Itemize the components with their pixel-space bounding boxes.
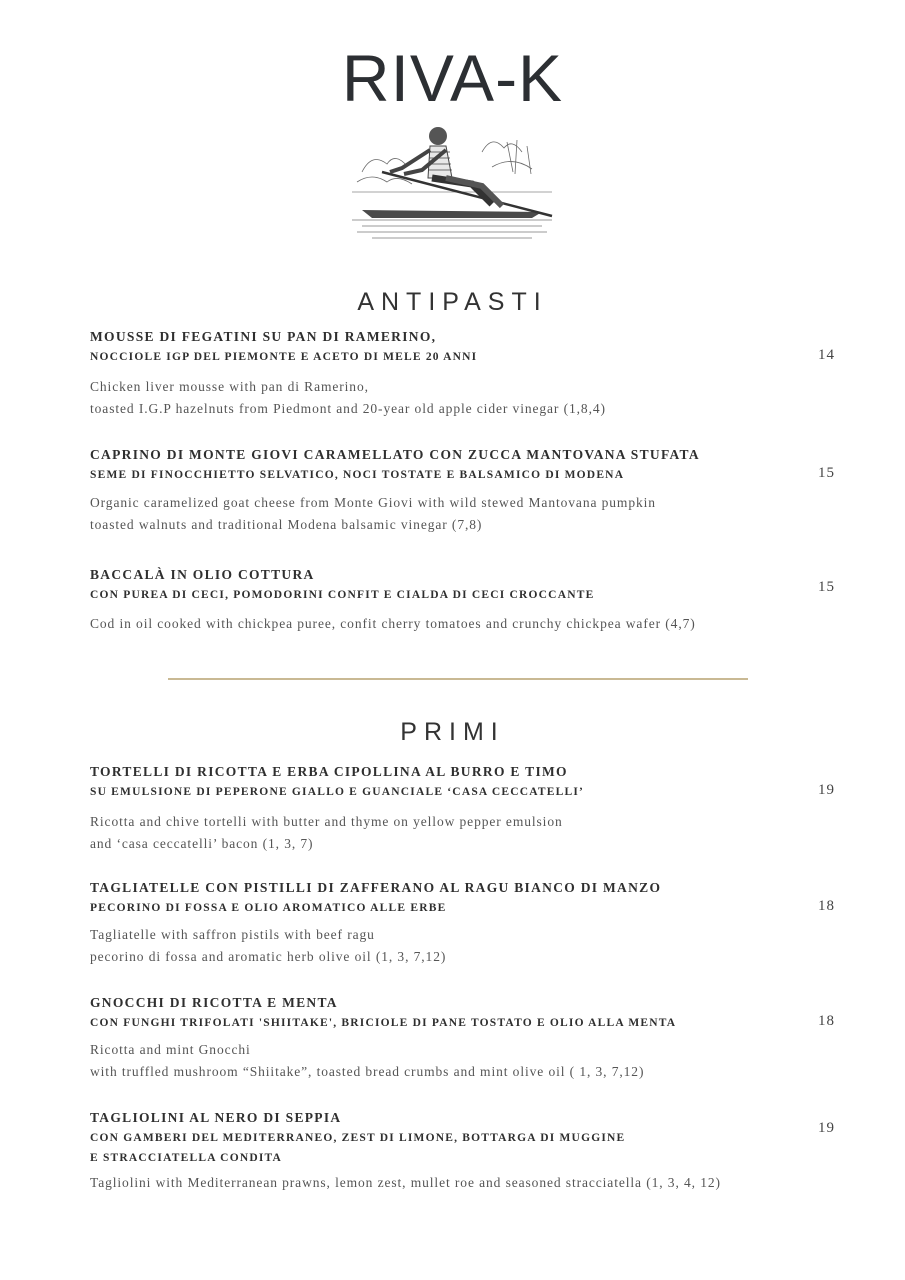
restaurant-logo: RIVA-K [341,41,564,115]
dish-description: Tagliolini with Mediterranean prawns, lemon zest, mullet roe and seasoned stracciatella (1, 3, 4, 12) [90,1175,721,1190]
dish-subtitle: PECORINO DI FOSSA E OLIO AROMATICO ALLE ERBE [90,902,447,914]
dish-subtitle: CON GAMBERI DEL MEDITERRANEO, ZEST DI LIMONE, BOTTARGA DI MUGGINE [90,1132,626,1144]
dish-description: Cod in oil cooked with chickpea puree, confit cherry tomatoes and crunchy chickpea wafer (4,7) [90,616,696,631]
menu-item [90,565,835,635]
dish-title: TAGLIOLINI AL NERO DI SEPPIA [90,1110,342,1125]
dish-price: 19 [818,782,835,798]
menu-item [90,993,835,1083]
dish-subtitle: NOCCIOLE IGP DEL PIEMONTE E ACETO DI MELE 20 ANNI [90,351,478,363]
menu-item [90,1108,835,1194]
menu-item [90,445,835,536]
section-title-primi: PRIMI [400,718,505,746]
dish-description: with truffled mushroom “Shiitake”, toasted bread crumbs and mint olive oil ( 1, 3, 7,12) [90,1064,645,1079]
dish-price: 18 [818,1013,835,1029]
section-divider [168,678,748,680]
dish-subtitle: SEME DI FINOCCHIETTO SELVATICO, NOCI TOSTATE E BALSAMICO DI MODENA [90,469,625,481]
dish-subtitle: E STRACCIATELLA CONDITA [90,1152,283,1164]
dish-description: pecorino di fossa and aromatic herb olive oil (1, 3, 7,12) [90,949,447,964]
dish-title: CAPRINO DI MONTE GIOVI CARAMELLATO CON ZUCCA MANTOVANA STUFATA [90,447,700,462]
rowing-man-engraving-icon [342,112,562,244]
dish-description: Ricotta and mint Gnocchi [90,1042,251,1057]
dish-description: and ‘casa ceccatelli’ bacon (1, 3, 7) [90,836,314,851]
menu-item [90,327,835,420]
dish-subtitle: SU EMULSIONE DI PEPERONE GIALLO E GUANCIALE ‘CASA CECCATELLI’ [90,786,585,798]
dish-title: TAGLIATELLE CON PISTILLI DI ZAFFERANO AL RAGU BIANCO DI MANZO [90,880,662,895]
dish-title: MOUSSE DI FEGATINI SU PAN DI RAMERINO, [90,329,437,344]
dish-price: 15 [818,579,835,595]
dish-description: Tagliatelle with saffron pistils with beef ragu [90,927,375,942]
dish-price: 19 [818,1120,835,1136]
dish-price: 15 [818,465,835,481]
section-title-antipasti: ANTIPASTI [357,288,548,316]
dish-title: TORTELLI DI RICOTTA E ERBA CIPOLLINA AL BURRO E TIMO [90,764,568,779]
dish-description: Organic caramelized goat cheese from Monte Giovi with wild stewed Mantovana pumpkin [90,495,656,510]
dish-subtitle: CON FUNGHI TRIFOLATI 'SHIITAKE', BRICIOLE DI PANE TOSTATO E OLIO ALLA MENTA [90,1017,677,1029]
menu-item [90,878,835,968]
menu-item [90,762,835,855]
dish-price: 18 [818,898,835,914]
dish-description: Ricotta and chive tortelli with butter and thyme on yellow pepper emulsion [90,814,563,829]
dish-title: BACCALÀ IN OLIO COTTURA [90,567,315,582]
dish-price: 14 [818,347,835,363]
dish-description: toasted I.G.P hazelnuts from Piedmont and 20-year old apple cider vinegar (1,8,4) [90,401,606,416]
dish-subtitle: CON PUREA DI CECI, POMODORINI CONFIT E CIALDA DI CECI CROCCANTE [90,589,595,601]
dish-description: toasted walnuts and traditional Modena balsamic vinegar (7,8) [90,517,483,532]
dish-description: Chicken liver mousse with pan di Ramerino, [90,379,369,394]
dish-title: GNOCCHI DI RICOTTA E MENTA [90,995,338,1010]
